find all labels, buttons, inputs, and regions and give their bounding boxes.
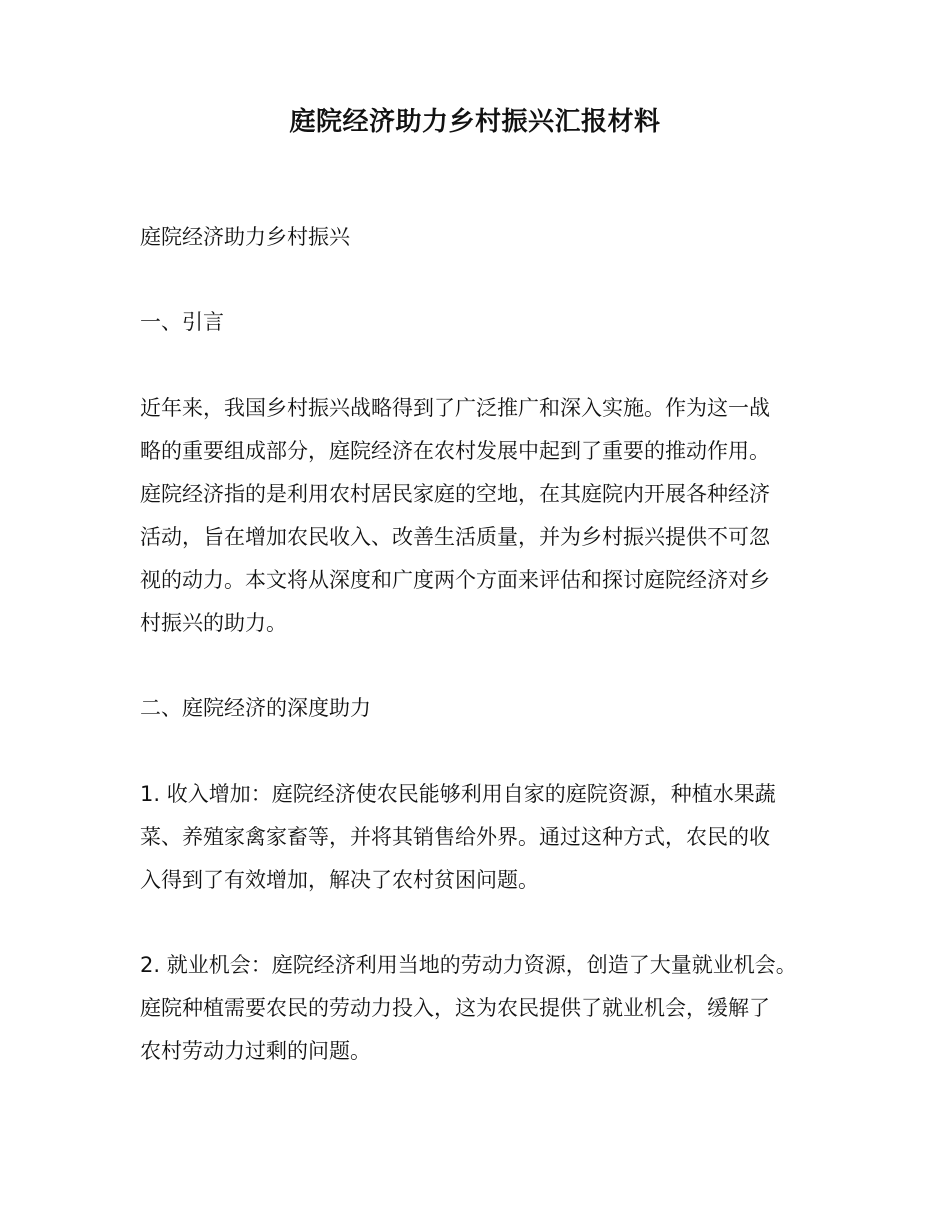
document-title: 庭院经济助力乡村振兴汇报材料: [289, 107, 661, 137]
intro-line: 视的动力。本文将从深度和广度两个方面来评估和探讨庭院经济对乡: [140, 568, 770, 592]
intro-line: 活动，旨在增加农民收入、改善生活质量，并为乡村振兴提供不可忽: [140, 525, 770, 549]
list-item-employment: [140, 944, 840, 1073]
income-line: 菜、养殖家禽家畜等，并将其销售给外界。通过这种方式，农民的收: [140, 825, 770, 849]
income-line: 入得到了有效增加，解决了农村贫困问题。: [140, 868, 539, 892]
intro-paragraph: [140, 387, 840, 645]
intro-line: 村振兴的助力。: [140, 611, 287, 635]
income-line: 1. 收入增加：庭院经济使农民能够利用自家的庭院资源，种植水果蔬: [140, 782, 776, 806]
employment-line: 农村劳动力过剩的问题。: [140, 1039, 371, 1063]
employment-line: 庭院种植需要农民的劳动力投入，这为农民提供了就业机会，缓解了: [140, 996, 770, 1020]
list-item-income: [140, 773, 840, 902]
intro-line: 近年来，我国乡村振兴战略得到了广泛推广和深入实施。作为这一战: [140, 396, 770, 420]
intro-line: 庭院经济指的是利用农村居民家庭的空地，在其庭院内开展各种经济: [140, 482, 770, 506]
document-subtitle: 庭院经济助力乡村振兴: [140, 225, 350, 249]
intro-line: 略的重要组成部分，庭院经济在农村发展中起到了重要的推动作用。: [140, 439, 770, 463]
section-heading-depth: 二、庭院经济的深度助力: [140, 696, 371, 720]
section-heading-introduction: 一、引言: [140, 310, 224, 334]
employment-line: 2. 就业机会：庭院经济利用当地的劳动力资源，创造了大量就业机会。: [140, 953, 797, 977]
